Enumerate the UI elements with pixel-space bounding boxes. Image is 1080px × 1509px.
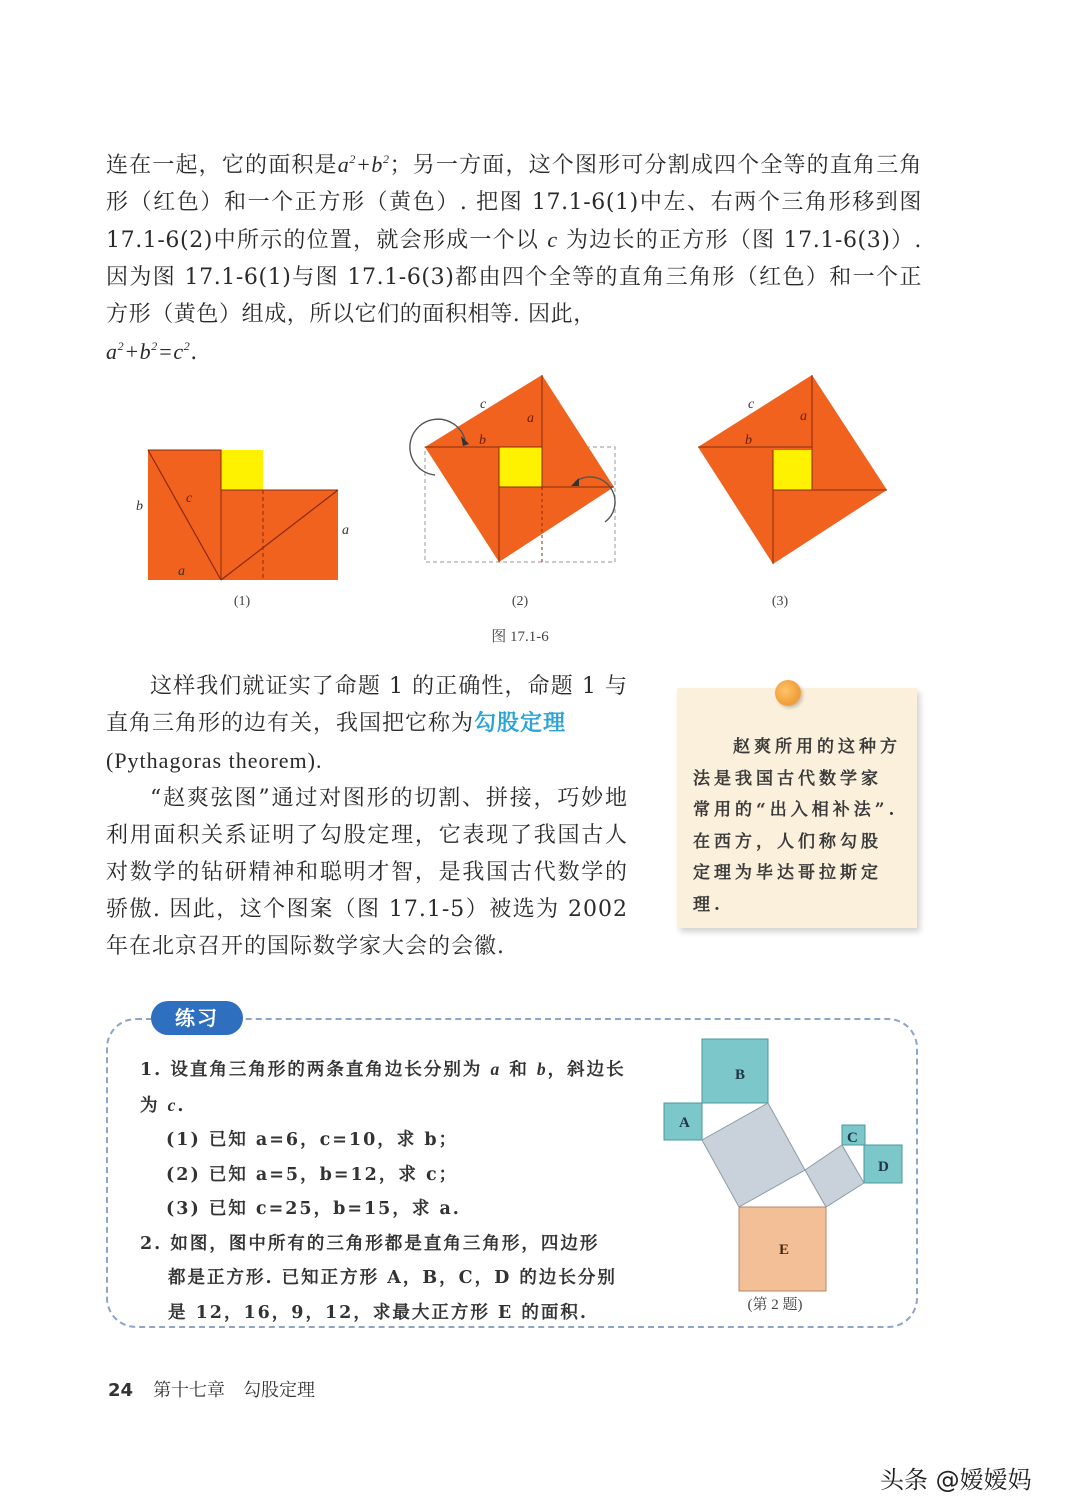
question-2-line-1: 2. 如图，图中所有的三角形都是直角三角形，四边形 — [140, 1233, 600, 1254]
question-2-line-2: 都是正方形. 已知正方形 A，B，C，D 的边长分别 — [168, 1268, 617, 1288]
svg-text:a: a — [178, 564, 185, 579]
page-number: 24 — [108, 1380, 134, 1401]
question-1-part-1: (1) 已知 a=6，c=10，求 b； — [166, 1130, 459, 1150]
question-2-line-3: 是 12，16，9，12，求最大正方形 E 的面积. — [168, 1302, 588, 1323]
figure-panel-1 — [120, 430, 360, 590]
question-1: 1. 设直角三角形的两条直角边长分别为 a 和 b，斜边长为 c. — [140, 1059, 626, 1116]
svg-text:E: E — [779, 1242, 790, 1258]
side-note-text: 赵爽所用的这种方法是我国古代数学家常用的“出入相补法”. 在西方，人们称勾股定理为毕达哥拉斯定理. — [693, 737, 901, 915]
chapter-title: 勾股定理 — [243, 1380, 316, 1401]
panel-1-label: (1) — [233, 594, 251, 609]
svg-text:b: b — [479, 433, 486, 448]
top-paragraph: 连在一起，它的面积是$a^2+b^2$；另一方面，这个图形可分割成四个全等的直角三角形（红色）和一个正方形（黄色）. 把图 17.1-6(1)中左、右两个三角形移到图 17.1-6(2)中所示的位置，就会形成一个以 c 为边长的正方形（图 17.1-6(3)）. 因为图 17.1-6(1)与图 17.1-6(3)都由四个全等的直角三角形（红色）和一个正方形（黄色）组成，所以它们的面积相等. 因此， $a^2+b^2=c^2$. — [106, 146, 922, 371]
body-text — [106, 668, 628, 965]
figure-title: 图 17.1-6 — [491, 629, 549, 645]
exercise-figure — [660, 1035, 910, 1295]
panel-2-label: (2) — [511, 594, 529, 609]
panel-3-label: (3) — [771, 594, 789, 609]
figure-panel-2 — [395, 372, 645, 572]
svg-text:c: c — [480, 397, 487, 412]
paragraph-zhaoshuang: “赵爽弦图”通过对图形的切割、拼接，巧妙地利用面积关系证明了勾股定理，它表现了我国古人对数学的钻研精神和聪明才智，是我国古代数学的骄傲. 因此，这个图案（图 17.1-5）被选为 2002 年在北京召开的国际数学家大会的会徽. — [106, 786, 628, 959]
paragraph-pythagoras: 这样我们就证实了命题 1 的正确性，命题 1 与直角三角形的边有关，我国把它称为勾股定理 (Pythagoras theorem). — [106, 674, 628, 773]
svg-text:C: C — [847, 1130, 858, 1146]
chapter-label: 第十七章 — [153, 1380, 226, 1401]
svg-text:c: c — [748, 397, 755, 412]
svg-text:B: B — [735, 1067, 746, 1083]
exercise-questions — [140, 1052, 635, 1330]
question-1-part-3: (3) 已知 c=25，b=15，求 a. — [166, 1199, 461, 1219]
var-c: c — [547, 227, 558, 252]
text-line: ；另一方面，这个图形可分割成四个全等的直角三角形（红色）和一个正方形（黄色）. 把图 17.1-6(1)中左、右两个三角形移到图 17.1-6(2)中所示的位置，就会形成一个以 — [106, 153, 922, 253]
page-footer — [108, 1376, 333, 1402]
svg-text:a: a — [800, 409, 807, 424]
exercise-badge: 练习 — [151, 1001, 243, 1035]
side-note — [677, 688, 917, 928]
svg-text:c: c — [186, 491, 193, 506]
figure-panel-3 — [690, 372, 900, 572]
watermark: 头条 @嫒嫒妈 — [880, 1466, 1032, 1494]
svg-text:D: D — [878, 1159, 889, 1175]
question-1-part-2: (2) 已知 a=5，b=12，求 c； — [166, 1164, 459, 1185]
equation: $a^2+b^2=c^2$. — [106, 339, 198, 365]
svg-text:a: a — [342, 523, 349, 538]
text-line: 连在一起，它的面积是 — [106, 153, 338, 178]
svg-text:A: A — [679, 1115, 690, 1131]
pin-icon — [775, 680, 801, 706]
svg-text:b: b — [745, 433, 752, 448]
svg-text:a: a — [527, 411, 534, 426]
term-gougu-theorem: 勾股定理 — [474, 711, 567, 736]
svg-text:b: b — [136, 499, 143, 514]
text-line: 为边长的正方形（图 17.1-6(3)）. 因为图 17.1-6(1)与图 17.1-6(3)都由四个全等的直角三角形（红色）和一个正方形（黄色）组成，所以它们的面积相等. 因此， — [106, 228, 923, 327]
exercise-figure-caption: (第 2 题) — [747, 1297, 803, 1313]
